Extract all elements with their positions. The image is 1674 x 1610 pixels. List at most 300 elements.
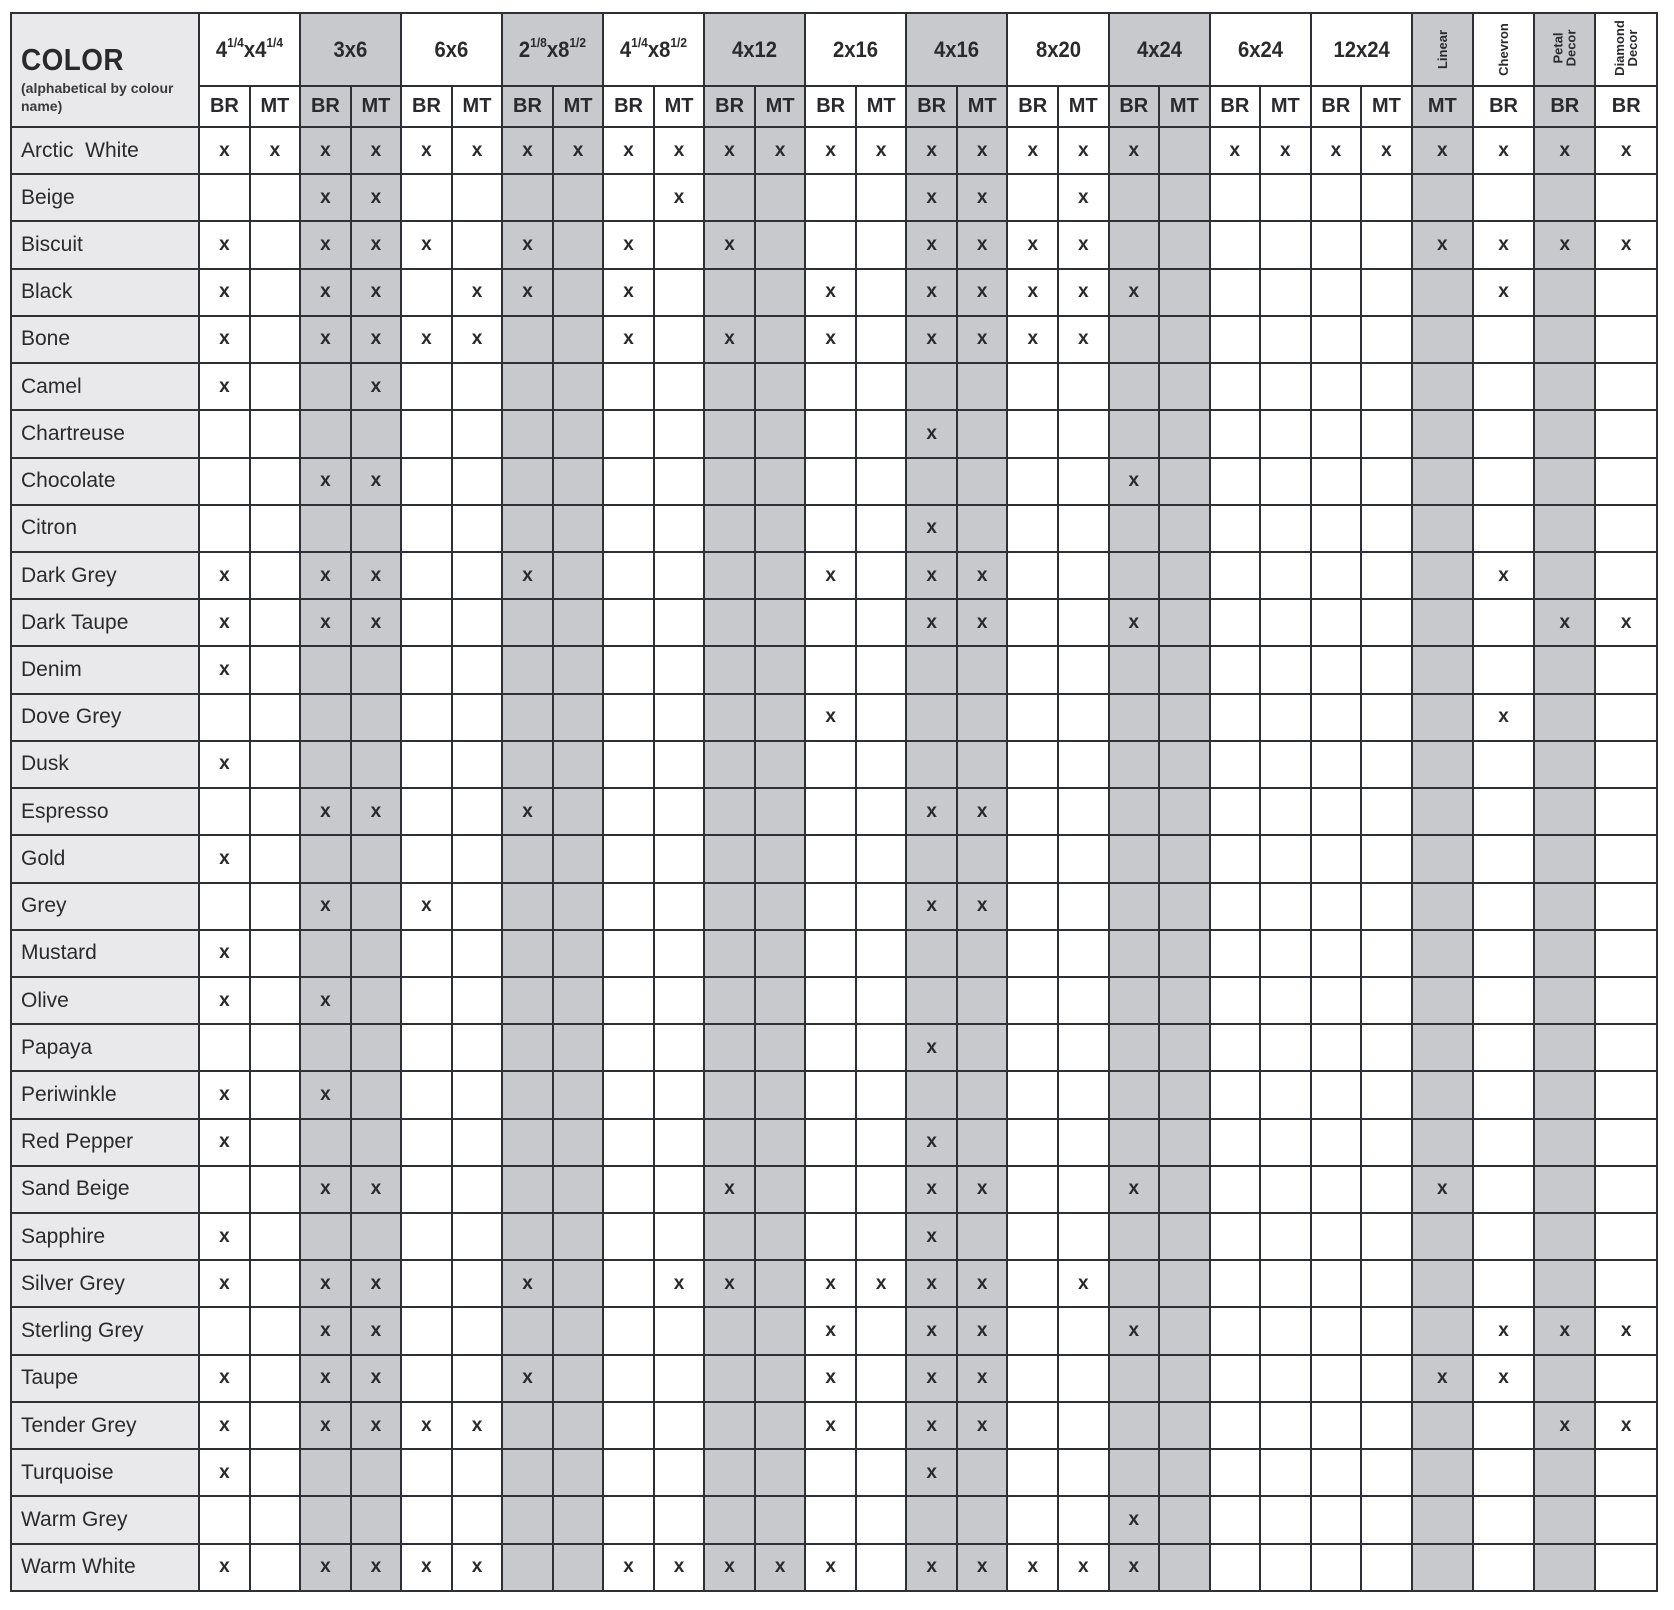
availability-cell (199, 174, 250, 221)
availability-cell (1109, 174, 1160, 221)
availability-mark: x (370, 1178, 382, 1200)
availability-cell (300, 1544, 351, 1591)
availability-cell (1595, 599, 1657, 646)
availability-cell (300, 1355, 351, 1402)
availability-cell (1534, 741, 1595, 788)
availability-cell (199, 1496, 250, 1543)
finish-label: BR (715, 95, 745, 117)
availability-cell (1361, 316, 1412, 363)
availability-cell (553, 174, 604, 221)
availability-cell (1109, 883, 1160, 930)
availability-cell (1473, 646, 1534, 693)
availability-cell (1159, 1119, 1210, 1166)
availability-cell (755, 788, 806, 835)
availability-cell (1311, 599, 1362, 646)
availability-cell (1412, 1260, 1473, 1307)
availability-cell (957, 646, 1008, 693)
availability-mark: x (1229, 139, 1241, 161)
availability-cell (1210, 363, 1261, 410)
availability-cell (1159, 1213, 1210, 1260)
availability-cell (957, 930, 1008, 977)
availability-cell (1159, 741, 1210, 788)
availability-cell (654, 1260, 705, 1307)
size-fraction: 1/4 (631, 34, 649, 50)
finish-label: BR (917, 95, 947, 117)
availability-mark: x (370, 1367, 382, 1389)
availability-cell (755, 127, 806, 174)
availability-cell (856, 410, 907, 457)
availability-cell (452, 694, 503, 741)
availability-cell (351, 174, 402, 221)
availability-cell (452, 552, 503, 599)
availability-mark: x (976, 895, 988, 917)
availability-cell (1058, 174, 1109, 221)
finish-header-br (1109, 86, 1160, 127)
availability-mark: x (724, 1556, 735, 1578)
availability-cell (805, 788, 856, 835)
availability-cell (704, 646, 755, 693)
availability-cell (1595, 1355, 1657, 1402)
availability-cell (452, 505, 503, 552)
finish-header-br (1595, 86, 1657, 127)
availability-cell (300, 1119, 351, 1166)
availability-cell (452, 1166, 503, 1213)
availability-mark: x (1620, 611, 1632, 633)
availability-cell (1595, 1402, 1657, 1449)
availability-cell (250, 1260, 301, 1307)
table-row (11, 977, 1657, 1024)
availability-cell (1159, 505, 1210, 552)
availability-cell (755, 1071, 806, 1118)
availability-mark: x (370, 1272, 382, 1294)
availability-mark: x (926, 1131, 937, 1153)
availability-cell (805, 1260, 856, 1307)
availability-cell (654, 1071, 705, 1118)
finish-header-br (603, 86, 654, 127)
availability-cell (1595, 1166, 1657, 1213)
availability-cell (401, 646, 452, 693)
availability-cell (1109, 1544, 1160, 1591)
availability-cell (856, 1496, 907, 1543)
availability-cell (199, 1402, 250, 1449)
availability-cell (603, 883, 654, 930)
availability-cell (1109, 1402, 1160, 1449)
availability-cell (1473, 1355, 1534, 1402)
color-name: Arctic White (11, 127, 199, 174)
availability-cell (755, 552, 806, 599)
availability-cell (1361, 741, 1412, 788)
availability-cell (1058, 1402, 1109, 1449)
availability-cell (704, 552, 755, 599)
availability-cell (452, 835, 503, 882)
availability-cell (1534, 1024, 1595, 1071)
availability-cell (502, 1544, 553, 1591)
availability-mark: x (1559, 139, 1571, 161)
finish-label: BR (412, 95, 441, 117)
availability-cell (401, 363, 452, 410)
availability-cell (906, 1496, 957, 1543)
availability-cell (1595, 788, 1657, 835)
finish-header-row (11, 86, 1657, 127)
availability-cell (401, 127, 452, 174)
availability-cell (755, 1307, 806, 1354)
availability-cell (1109, 1166, 1160, 1213)
availability-mark: x (825, 1556, 836, 1578)
availability-cell (553, 316, 604, 363)
availability-cell (856, 977, 907, 1024)
size-label (334, 37, 368, 63)
availability-cell (856, 316, 907, 363)
table-row (11, 599, 1657, 646)
availability-mark: x (976, 139, 988, 161)
availability-cell (603, 977, 654, 1024)
availability-cell (906, 1449, 957, 1496)
availability-cell (1473, 883, 1534, 930)
availability-cell (1007, 741, 1058, 788)
availability-mark: x (1027, 139, 1039, 161)
decor-label-word: Decor (1563, 29, 1579, 67)
availability-cell (1007, 1355, 1058, 1402)
availability-cell (957, 363, 1008, 410)
finish-label: MT (1068, 95, 1098, 117)
availability-cell (1159, 1307, 1210, 1354)
availability-cell (1311, 1213, 1362, 1260)
availability-cell (300, 1449, 351, 1496)
availability-cell (1412, 741, 1473, 788)
availability-cell (1260, 883, 1311, 930)
availability-cell (401, 316, 452, 363)
availability-cell (300, 1496, 351, 1543)
availability-cell (452, 883, 503, 930)
availability-cell (1159, 316, 1210, 363)
availability-cell (1412, 1402, 1473, 1449)
availability-cell (351, 741, 402, 788)
availability-mark: x (219, 1461, 230, 1483)
availability-mark: x (825, 139, 836, 161)
color-name: Papaya (11, 1024, 199, 1071)
finish-header-mt (1159, 86, 1210, 127)
availability-cell (1260, 458, 1311, 505)
availability-cell (805, 1119, 856, 1166)
availability-mark: x (673, 1272, 685, 1294)
availability-cell (452, 1544, 503, 1591)
availability-mark: x (370, 1414, 382, 1436)
availability-cell (1412, 694, 1473, 741)
availability-cell (1412, 835, 1473, 882)
availability-cell (1534, 1449, 1595, 1496)
table-row (11, 316, 1657, 363)
color-name: Camel (11, 363, 199, 410)
availability-cell (199, 1449, 250, 1496)
availability-cell (452, 410, 503, 457)
availability-cell (1473, 1307, 1534, 1354)
availability-cell (704, 127, 755, 174)
availability-cell (1058, 883, 1109, 930)
availability-cell (856, 1449, 907, 1496)
availability-cell (452, 1213, 503, 1260)
availability-cell (401, 410, 452, 457)
finish-label: BR (1489, 95, 1518, 117)
availability-cell (250, 458, 301, 505)
availability-cell (704, 694, 755, 741)
availability-cell (1109, 835, 1160, 882)
availability-mark: x (926, 895, 937, 917)
availability-cell (300, 552, 351, 599)
availability-mark: x (926, 1036, 937, 1058)
availability-cell (452, 599, 503, 646)
availability-cell (704, 1260, 755, 1307)
availability-mark: x (320, 1083, 331, 1105)
availability-mark: x (320, 328, 331, 350)
availability-cell (300, 930, 351, 977)
availability-cell (1412, 174, 1473, 221)
availability-cell (1058, 1119, 1109, 1166)
availability-cell (502, 410, 553, 457)
availability-cell (1534, 1544, 1595, 1591)
availability-cell (704, 1402, 755, 1449)
availability-cell (1311, 458, 1362, 505)
availability-cell (553, 694, 604, 741)
availability-cell (1412, 316, 1473, 363)
availability-cell (401, 883, 452, 930)
availability-mark: x (370, 139, 382, 161)
availability-cell (1109, 316, 1160, 363)
availability-cell (1210, 410, 1261, 457)
availability-cell (1109, 458, 1160, 505)
availability-cell (755, 316, 806, 363)
availability-mark: x (1498, 281, 1509, 303)
availability-cell (1260, 788, 1311, 835)
availability-cell (1534, 316, 1595, 363)
availability-cell (351, 835, 402, 882)
availability-mark: x (926, 564, 937, 586)
availability-cell (351, 1024, 402, 1071)
availability-cell (805, 646, 856, 693)
table-row (11, 269, 1657, 316)
availability-cell (401, 1355, 452, 1402)
availability-cell (654, 646, 705, 693)
availability-cell (1159, 835, 1210, 882)
availability-cell (1159, 1071, 1210, 1118)
availability-mark: x (320, 234, 331, 256)
finish-header-br (401, 86, 452, 127)
table-row (11, 1213, 1657, 1260)
availability-cell (1534, 505, 1595, 552)
availability-cell (1595, 1213, 1657, 1260)
availability-cell (351, 1260, 402, 1307)
availability-cell (1595, 127, 1657, 174)
finish-header-br (1311, 86, 1362, 127)
finish-label: MT (1371, 95, 1401, 117)
availability-mark: x (320, 1178, 331, 1200)
availability-cell (300, 1071, 351, 1118)
availability-cell (250, 1402, 301, 1449)
color-name: Periwinkle (11, 1071, 199, 1118)
availability-cell (755, 174, 806, 221)
availability-cell (1058, 599, 1109, 646)
availability-cell (704, 977, 755, 1024)
availability-cell (1260, 694, 1311, 741)
availability-cell (704, 599, 755, 646)
availability-cell (1473, 505, 1534, 552)
color-name: Turquoise (11, 1449, 199, 1496)
size-header (1210, 13, 1311, 86)
availability-cell (1595, 741, 1657, 788)
availability-cell (906, 1071, 957, 1118)
availability-mark: x (370, 186, 382, 208)
size-header (906, 13, 1007, 86)
availability-mark: x (1559, 1414, 1571, 1436)
finish-header-mt (1058, 86, 1109, 127)
availability-cell (906, 646, 957, 693)
availability-cell (805, 410, 856, 457)
availability-cell (856, 269, 907, 316)
finish-header-br (1210, 86, 1261, 127)
availability-cell (805, 835, 856, 882)
availability-cell (502, 694, 553, 741)
availability-mark: x (774, 1556, 786, 1578)
availability-mark: x (926, 517, 937, 539)
availability-cell (452, 930, 503, 977)
availability-cell (1058, 694, 1109, 741)
availability-cell (1473, 1449, 1534, 1496)
availability-mark: x (976, 1556, 988, 1578)
availability-cell (603, 1119, 654, 1166)
finish-label: MT (1169, 95, 1199, 117)
availability-cell (755, 1496, 806, 1543)
availability-mark: x (471, 328, 483, 350)
availability-cell (805, 1355, 856, 1402)
availability-cell (856, 1260, 907, 1307)
availability-cell (1534, 174, 1595, 221)
availability-cell (805, 221, 856, 268)
availability-cell (199, 694, 250, 741)
availability-cell (1311, 930, 1362, 977)
availability-cell (1473, 1024, 1534, 1071)
availability-cell (1311, 363, 1362, 410)
finish-header-br (906, 86, 957, 127)
availability-cell (1007, 883, 1058, 930)
availability-cell (401, 599, 452, 646)
availability-cell (805, 883, 856, 930)
availability-cell (1473, 930, 1534, 977)
availability-cell (502, 363, 553, 410)
availability-cell (603, 741, 654, 788)
availability-cell (1109, 1213, 1160, 1260)
availability-mark: x (875, 1272, 887, 1294)
availability-cell (452, 1355, 503, 1402)
finish-label: MT (1427, 95, 1457, 117)
availability-mark: x (471, 281, 483, 303)
availability-mark: x (219, 281, 230, 303)
availability-cell (654, 1307, 705, 1354)
availability-cell (1412, 221, 1473, 268)
availability-mark: x (926, 139, 937, 161)
availability-cell (1210, 1307, 1261, 1354)
availability-cell (1159, 694, 1210, 741)
availability-cell (502, 316, 553, 363)
availability-cell (1473, 127, 1534, 174)
availability-cell (805, 1071, 856, 1118)
availability-cell (603, 1213, 654, 1260)
availability-cell (1210, 552, 1261, 599)
availability-cell (199, 835, 250, 882)
availability-cell (351, 599, 402, 646)
availability-cell (805, 316, 856, 363)
finish-label: BR (1611, 95, 1641, 117)
availability-cell (1159, 977, 1210, 1024)
availability-cell (704, 316, 755, 363)
availability-cell (1159, 1496, 1210, 1543)
availability-cell (250, 1496, 301, 1543)
availability-cell (957, 1166, 1008, 1213)
availability-cell (1109, 1071, 1160, 1118)
availability-cell (300, 1024, 351, 1071)
availability-cell (1473, 1071, 1534, 1118)
availability-cell (553, 1307, 604, 1354)
availability-cell (300, 1307, 351, 1354)
availability-cell (1210, 174, 1261, 221)
availability-cell (906, 599, 957, 646)
availability-cell (250, 552, 301, 599)
availability-mark: x (623, 139, 634, 161)
availability-cell (906, 741, 957, 788)
availability-cell (755, 410, 806, 457)
availability-cell (704, 363, 755, 410)
table-row (11, 646, 1657, 693)
size-label-mid: x8 (547, 36, 570, 62)
availability-cell (1007, 1449, 1058, 1496)
color-name: Denim (11, 646, 199, 693)
availability-cell (1412, 127, 1473, 174)
finish-header-mt (452, 86, 503, 127)
availability-mark: x (421, 895, 432, 917)
availability-cell (250, 505, 301, 552)
availability-cell (856, 174, 907, 221)
availability-cell (1534, 1071, 1595, 1118)
availability-cell (1311, 269, 1362, 316)
availability-cell (805, 930, 856, 977)
availability-cell (1058, 788, 1109, 835)
availability-cell (1260, 646, 1311, 693)
availability-cell (654, 1544, 705, 1591)
availability-mark: x (320, 1367, 331, 1389)
availability-cell (1473, 1496, 1534, 1543)
finish-header-br (502, 86, 553, 127)
table-row (11, 410, 1657, 457)
availability-mark: x (1559, 1320, 1571, 1342)
finish-label: MT (1270, 95, 1300, 117)
availability-cell (1210, 694, 1261, 741)
availability-cell (1210, 1544, 1261, 1591)
availability-cell (1311, 1260, 1362, 1307)
availability-mark: x (926, 234, 937, 256)
availability-cell (199, 1213, 250, 1260)
availability-cell (1159, 1449, 1210, 1496)
availability-cell (1210, 505, 1261, 552)
availability-cell (704, 1119, 755, 1166)
availability-cell (1260, 410, 1311, 457)
availability-cell (1595, 1307, 1657, 1354)
availability-mark: x (370, 281, 382, 303)
availability-mark: x (522, 564, 533, 586)
finish-label: MT (967, 95, 997, 117)
availability-cell (755, 977, 806, 1024)
availability-cell (957, 1402, 1008, 1449)
availability-cell (300, 977, 351, 1024)
table-row (11, 883, 1657, 930)
availability-cell (603, 1307, 654, 1354)
